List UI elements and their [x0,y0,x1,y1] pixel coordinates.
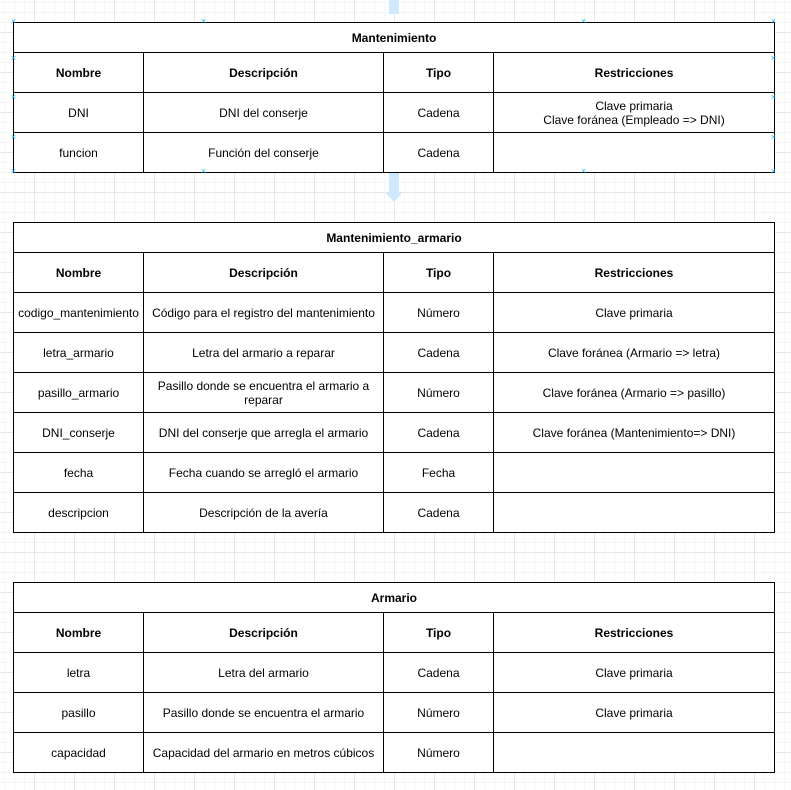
cell-tipo: Número [384,373,494,413]
resize-handle-icon[interactable] [580,168,587,175]
header-descripcion: Descripción [144,613,384,653]
table-title: Mantenimiento [14,23,775,53]
arrow-head-icon [385,192,403,202]
header-descripcion: Descripción [144,53,384,93]
table-mantenimiento[interactable] [13,22,775,173]
cell-tipo: Número [384,293,494,333]
resize-handle-icon[interactable] [200,168,207,175]
header-tipo: Tipo [384,253,494,293]
cell-restricciones [494,133,775,173]
table-armario[interactable] [13,582,775,773]
cell-nombre: pasillo [14,693,144,733]
resize-handle-icon[interactable] [770,55,777,62]
table-row [14,493,775,533]
cell-tipo: Cadena [384,133,494,173]
resize-handle-icon[interactable] [10,168,17,175]
cell-tipo: Cadena [384,493,494,533]
cell-restricciones: Clave primaria [494,293,775,333]
resize-handle-icon[interactable] [770,168,777,175]
cell-nombre: descripcion [14,493,144,533]
cell-tipo: Fecha [384,453,494,493]
cell-descripcion: Capacidad del armario en metros cúbicos [144,733,384,773]
cell-nombre: codigo_mantenimiento [14,293,144,333]
resize-handle-icon[interactable] [770,134,777,141]
cell-tipo: Cadena [384,413,494,453]
table-title: Armario [14,583,775,613]
cell-restricciones: Clave primaria [494,653,775,693]
table-row [14,333,775,373]
resize-handle-icon[interactable] [10,134,17,141]
cell-restricciones [494,493,775,533]
header-nombre: Nombre [14,613,144,653]
header-restricciones: Restricciones [494,53,775,93]
cell-tipo: Cadena [384,333,494,373]
resize-handle-icon[interactable] [770,94,777,101]
cell-tipo: Número [384,733,494,773]
connector-arrow-bottom [389,172,399,194]
resize-handle-icon[interactable] [10,94,17,101]
cell-restricciones: Clave primaria Clave foránea (Empleado => DNI) [494,93,775,133]
cell-nombre: DNI_conserje [14,413,144,453]
cell-nombre: funcion [14,133,144,173]
cell-tipo: Cadena [384,653,494,693]
table-row [14,413,775,453]
cell-descripcion: Función del conserje [144,133,384,173]
resize-handle-icon[interactable] [770,18,777,25]
cell-nombre: fecha [14,453,144,493]
table-row [14,133,775,173]
cell-descripcion: Pasillo donde se encuentra el armario a reparar [144,373,384,413]
header-tipo: Tipo [384,53,494,93]
header-descripcion: Descripción [144,253,384,293]
cell-nombre: DNI [14,93,144,133]
table-row [14,693,775,733]
cell-tipo: Número [384,693,494,733]
table-row [14,293,775,333]
cell-nombre: letra [14,653,144,693]
cell-restricciones: Clave foránea (Mantenimiento=> DNI) [494,413,775,453]
cell-descripcion: Letra del armario a reparar [144,333,384,373]
cell-descripcion: Pasillo donde se encuentra el armario [144,693,384,733]
resize-handle-icon[interactable] [10,55,17,62]
resize-handle-icon[interactable] [580,18,587,25]
cell-nombre: pasillo_armario [14,373,144,413]
cell-descripcion: Fecha cuando se arregló el armario [144,453,384,493]
cell-descripcion: DNI del conserje [144,93,384,133]
table-row [14,453,775,493]
table-row [14,733,775,773]
header-restricciones: Restricciones [494,253,775,293]
cell-tipo: Cadena [384,93,494,133]
table-row [14,653,775,693]
cell-restricciones: Clave primaria [494,693,775,733]
cell-descripcion: Descripción de la avería [144,493,384,533]
header-restricciones: Restricciones [494,613,775,653]
cell-restricciones: Clave foránea (Armario => pasillo) [494,373,775,413]
table-title: Mantenimiento_armario [14,223,775,253]
cell-descripcion: DNI del conserje que arregla el armario [144,413,384,453]
table-row [14,93,775,133]
cell-nombre: letra_armario [14,333,144,373]
resize-handle-icon[interactable] [200,18,207,25]
resize-handle-icon[interactable] [10,18,17,25]
cell-restricciones: Clave foránea (Armario => letra) [494,333,775,373]
cell-descripcion: Letra del armario [144,653,384,693]
table-row [14,373,775,413]
cell-restricciones [494,453,775,493]
header-nombre: Nombre [14,253,144,293]
cell-restricciones [494,733,775,773]
header-tipo: Tipo [384,613,494,653]
header-nombre: Nombre [14,53,144,93]
cell-nombre: capacidad [14,733,144,773]
connector-arrow-top [389,0,399,14]
table-mantenimiento-armario[interactable] [13,222,775,533]
cell-descripcion: Código para el registro del mantenimiento [144,293,384,333]
